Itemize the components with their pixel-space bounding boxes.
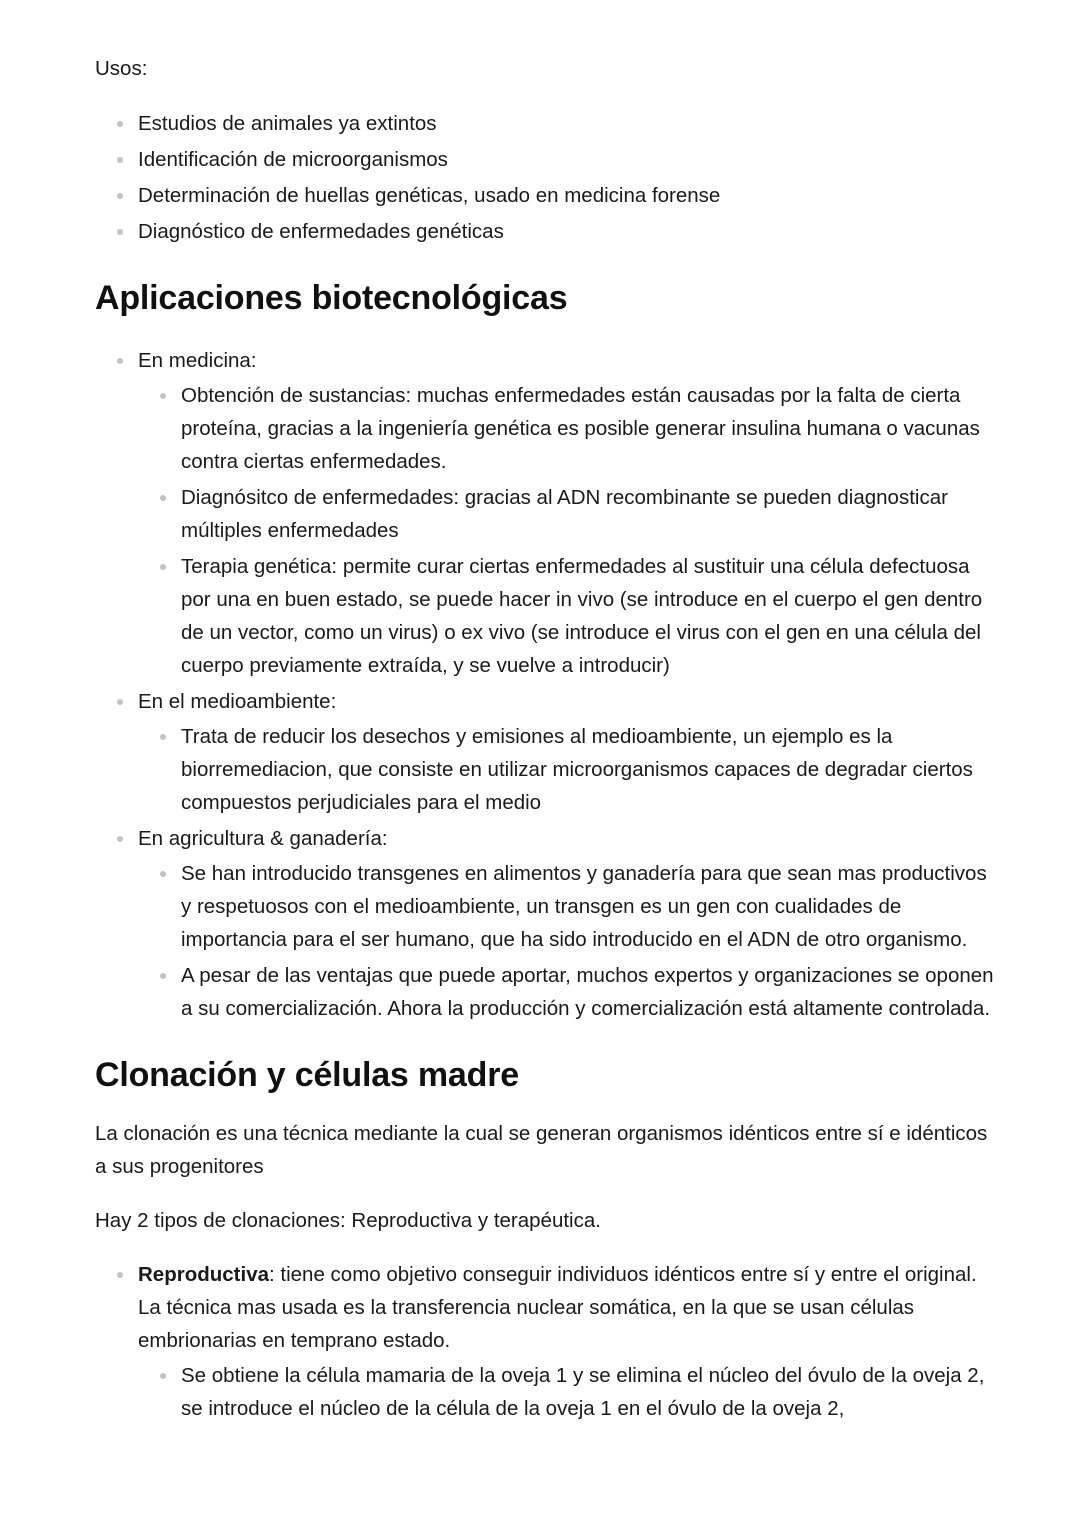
bullet-icon: [117, 836, 123, 842]
list-item: Diagnóstico de enfermedades genéticas: [95, 215, 995, 248]
list-item-medioambiente: En el medioambiente: Trata de reducir los desechos y emisiones al medioambiente, un ejemplo es la biorremediacion, que consiste en utilizar microorganismos capaces de degradar ciertos compuestos perjudiciales para el medio: [95, 685, 995, 819]
aplicaciones-list: [95, 344, 995, 1025]
bullet-icon: [160, 973, 166, 979]
list-item-reproductiva: Reproductiva: tiene como objetivo conseguir individuos idénticos entre sí y entre el original. La técnica mas usada es la transferencia nuclear somática, en la que se usan células embrionarias en temprano estado. Se obtiene la célula mamaria de la oveja 1 y se elimina el núcleo del óvulo de la oveja 2, se introduce el núcleo de la célula de la oveja 1 en el óvulo de la oveja 2,: [95, 1258, 995, 1425]
bullet-icon: [160, 734, 166, 740]
bullet-icon: [160, 564, 166, 570]
list-item-agricultura: En agricultura & ganadería: Se han introducido transgenes en alimentos y ganadería para que sean mas productivos y respetuosos con el medioambiente, un transgen es un gen con cualidades de importancia para el ser humano, que ha sido introducido en el ADN de otro organismo. A pesar de las ventajas que puede aportar, muchos expertos y organizaciones se oponen a su comercialización. Ahora la producción y comercialización está altamente controlada.: [95, 822, 995, 1025]
list-item: Diagnósitco de enfermedades: gracias al ADN recombinante se pueden diagnosticar múltiples enfermedades: [138, 481, 995, 547]
list-item-medicina: En medicina: Obtención de sustancias: muchas enfermedades están causadas por la falta de cierta proteína, gracias a la ingeniería genética es posible generar insulina humana o vacunas contra ciertas enfermedades. Diagnósitco de enfermedades: gracias al ADN recombinante se pueden diagnosticar múltiples enfermedades Terapia genética: permite curar ciertas enfermedades al sustituir una célula defectuosa por una en buen estado, se puede hacer in vivo (se introduce en el cuerpo el gen dentro de un vector, como un virus) o ex vivo (se introduce el virus con el gen en una célula del cuerpo previamente extraída, y se vuelve a introducir): [95, 344, 995, 682]
agricultura-sublist: [138, 857, 995, 1025]
clonacion-tipos: Hay 2 tipos de clonaciones: Reproductiva y terapéutica.: [95, 1209, 601, 1232]
bullet-icon: [117, 121, 123, 127]
bullet-icon: [160, 871, 166, 877]
bullet-icon: [117, 1272, 123, 1278]
clonacion-definition: La clonación es una técnica mediante la cual se generan organismos idénticos entre sí e idénticos a sus progenitores: [95, 1122, 988, 1178]
list-item: Obtención de sustancias: muchas enfermedades están causadas por la falta de cierta proteína, gracias a la ingeniería genética es posible generar insulina humana o vacunas contra ciertas enfermedades.: [138, 379, 995, 478]
list-item: Se obtiene la célula mamaria de la oveja 1 y se elimina el núcleo del óvulo de la oveja 2, se introduce el núcleo de la célula de la oveja 1 en el óvulo de la oveja 2,: [138, 1359, 995, 1425]
bullet-icon: [160, 495, 166, 501]
bullet-icon: [117, 193, 123, 199]
bullet-icon: [117, 157, 123, 163]
list-item: A pesar de las ventajas que puede aportar, muchos expertos y organizaciones se oponen a su comercialización. Ahora la producción y comercialización está altamente controlada.: [138, 959, 995, 1025]
bullet-icon: [117, 358, 123, 364]
bullet-icon: [117, 229, 123, 235]
list-item: Terapia genética: permite curar ciertas enfermedades al sustituir una célula defectuosa por una en buen estado, se puede hacer in vivo (se introduce en el cuerpo el gen dentro de un vector, como un virus) o ex vivo (se introduce el virus con el gen en una célula del cuerpo previamente extraída, y se vuelve a introducir): [138, 550, 995, 682]
bullet-icon: [117, 699, 123, 705]
document-page: [95, 52, 995, 1428]
bullet-icon: [160, 393, 166, 399]
section-heading-clonacion: Clonación y células madre: [95, 1056, 519, 1094]
list-item: Determinación de huellas genéticas, usado en medicina forense: [95, 179, 995, 212]
bullet-icon: [160, 1373, 166, 1379]
list-item: Trata de reducir los desechos y emisiones al medioambiente, un ejemplo es la biorremediacion, que consiste en utilizar microorganismos capaces de degradar ciertos compuestos perjudiciales para el medio: [138, 720, 995, 819]
list-item: Estudios de animales ya extintos: [95, 107, 995, 140]
usos-list: [95, 107, 995, 248]
term-reproductiva: Reproductiva: [138, 1263, 269, 1286]
clonacion-list: [95, 1258, 995, 1425]
list-item: Identificación de microorganismos: [95, 143, 995, 176]
usos-label: Usos:: [95, 57, 148, 80]
list-item: Se han introducido transgenes en alimentos y ganadería para que sean mas productivos y respetuosos con el medioambiente, un transgen es un gen con cualidades de importancia para el ser humano, que ha sido introducido en el ADN de otro organismo.: [138, 857, 995, 956]
medicina-sublist: [138, 379, 995, 682]
reproductiva-sublist: [138, 1359, 995, 1425]
medioambiente-sublist: [138, 720, 995, 819]
section-heading-aplicaciones: Aplicaciones biotecnológicas: [95, 279, 568, 317]
